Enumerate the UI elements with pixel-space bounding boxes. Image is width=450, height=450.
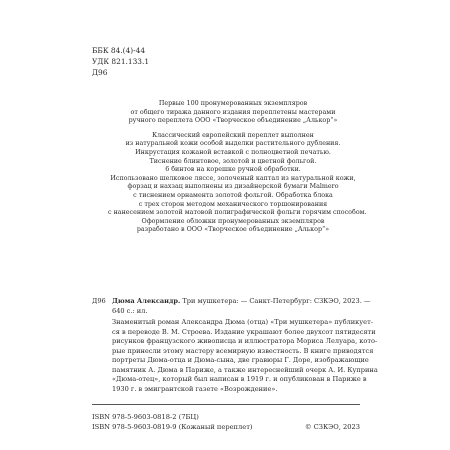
colophon-line: с трех сторон методом механического торшонирования — [138, 200, 328, 208]
catalog-summary — [92, 318, 378, 394]
bbk-code: ББК 84.(4)-44 — [92, 46, 146, 55]
catalog-author: Дюма Александр. — [112, 297, 181, 305]
catalog-entry — [92, 297, 378, 394]
summary-line: 1930 г. в эмигрантской газете «Возрождение». — [112, 384, 278, 393]
summary-line: «Дюма-отец», который был написан в 1919 г. и опубликован в Париже в — [112, 375, 367, 383]
isbn-line: ISBN 978-5-9603-0819-9 (Кожаный переплет) — [92, 422, 253, 431]
summary-line: рые принесли этому мастеру всемирную известность. В книге приводятся — [112, 346, 374, 355]
udk-code: УДК 821.133.1 — [92, 57, 150, 66]
isbn-block — [92, 413, 360, 432]
isbn-line: ISBN 978-5-9603-0818-2 (7БЦ) — [92, 413, 199, 421]
catalog-code: Д96 — [92, 297, 106, 305]
summary-line: рисунков французского живописца и иллюстратора Мориса Лелуара, кото- — [112, 337, 378, 345]
summary-line: Знаменитый роман Александра Дюма (отца) «Три мушкетера» публикует- — [112, 318, 373, 326]
colophon-line: с нанесением золотой матовой полиграфической фольги горячим способом. — [108, 209, 367, 217]
colophon-line: 6 бинтов на корешке ручной обработки. — [165, 166, 301, 174]
catalog-title: Три мушкетера: — Санкт-Петербург: СЗКЭО, 2023. — — [180, 297, 371, 305]
colophon-line: форзац и нахзац выполнены из дизайнерской бумаги Malmero — [127, 183, 339, 191]
colophon-paragraph-numbered-copies — [108, 100, 358, 126]
colophon-line: Тиснение блинтовое, золотой и цветной фольгой. — [149, 157, 317, 165]
colophon-line: Классический европейский переплет выполнен — [152, 131, 314, 139]
author-mark: Д96 — [92, 68, 108, 77]
summary-line: памятник А. Дюма в Париже, а также интереснейший очерк А. И. Куприна — [112, 365, 378, 374]
colophon-line: ручного переплета ООО «Творческое объединение „Алькор“» — [128, 117, 338, 125]
colophon-line: разработано в ООО «Творческое объединение „Алькор“» — [136, 226, 330, 234]
summary-line: портреты Дюма-отца и Дюма-сына, две гравюры Г. Доре, изображающие — [112, 356, 369, 364]
summary-line: ся в переводе В. М. Строева. Издание украшают более двухсот пятидесяти — [112, 327, 376, 336]
divider-rule — [92, 404, 360, 405]
classification-codes — [92, 45, 149, 78]
colophon-line: с тиснением орнамента золотой фольгой. Обработка блока — [133, 191, 333, 199]
colophon-line: от общего тиража данного издания переплетены мастерами — [130, 108, 336, 116]
colophon-paragraph-binding — [108, 131, 367, 235]
colophon-line: Инкрустация кожаной вставкой с полноцветной печатью. — [135, 148, 331, 156]
catalog-heading — [92, 297, 371, 316]
copyright-notice: © СЗКЭО, 2023 — [304, 422, 360, 431]
colophon-line: Первые 100 пронумерованных экземпляров — [158, 100, 308, 107]
colophon-line: Использовано шелковое ляссе, золоченый каптал из натуральной кожи, — [110, 174, 356, 182]
catalog-extent: 640 с.: ил. — [112, 306, 148, 315]
colophon-line: Оформление обложки пронумерованных экземпляров — [141, 217, 325, 225]
colophon — [108, 100, 367, 241]
colophon-line: из натуральной кожи особой выделки растительного дубления. — [125, 140, 341, 148]
